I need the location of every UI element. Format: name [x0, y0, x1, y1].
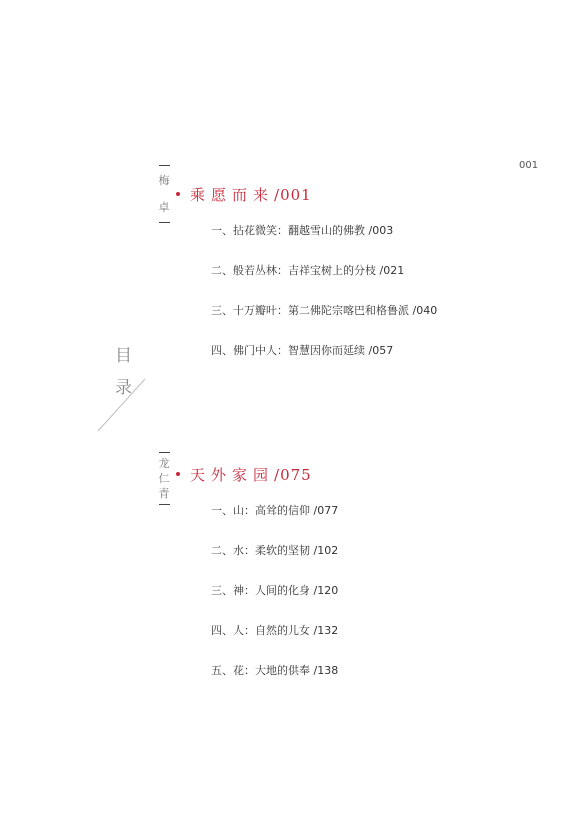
part-2-entries [211, 504, 338, 704]
part-2-author [157, 452, 171, 505]
toc-entry[interactable]: 五、花：大地的供奉 /138 [211, 664, 339, 677]
toc-entry[interactable]: 一、山：高耸的信仰 /077 [211, 504, 339, 517]
toc-entry[interactable]: 三、十万瓣叶：第二佛陀宗喀巴和格鲁派 /040 [211, 304, 438, 317]
contents-heading-char: 录 [115, 378, 132, 398]
page-number: 001 [519, 160, 539, 171]
bullet-icon [176, 192, 180, 196]
decorative-diagonal-line [97, 378, 147, 433]
part-page: /001 [274, 186, 312, 204]
toc-entry[interactable]: 四、人：自然的儿女 /132 [211, 624, 339, 637]
toc-entry[interactable]: 三、神：人间的化身 /120 [211, 584, 339, 597]
part-1-entries [211, 224, 437, 384]
toc-entry[interactable]: 二、般若丛林：吉祥宝树上的分枝 /021 [211, 264, 405, 277]
author-top-rule [159, 165, 170, 166]
contents-heading-char: 目 [115, 346, 132, 366]
part-title-text: 乘愿而来 [190, 186, 275, 204]
part-title-text: 天外家园 [190, 466, 275, 484]
toc-entry[interactable]: 四、佛门中人：智慧因你而延续 /057 [211, 344, 394, 357]
toc-entry[interactable]: 二、水：柔软的坚韧 /102 [211, 544, 339, 557]
author-bottom-rule [159, 504, 170, 505]
part-1-author [157, 165, 171, 223]
toc-entry[interactable]: 一、拈花微笑：翻越雪山的佛教 /003 [211, 224, 394, 237]
part-2-title[interactable] [176, 464, 312, 485]
part-1-title[interactable] [176, 184, 312, 205]
author-name: 龙仁青 [158, 457, 170, 500]
author-bottom-rule [159, 222, 170, 223]
bullet-icon [176, 472, 180, 476]
author-top-rule [159, 452, 170, 453]
author-name: 梅卓 [158, 174, 170, 214]
part-page: /075 [274, 466, 312, 484]
